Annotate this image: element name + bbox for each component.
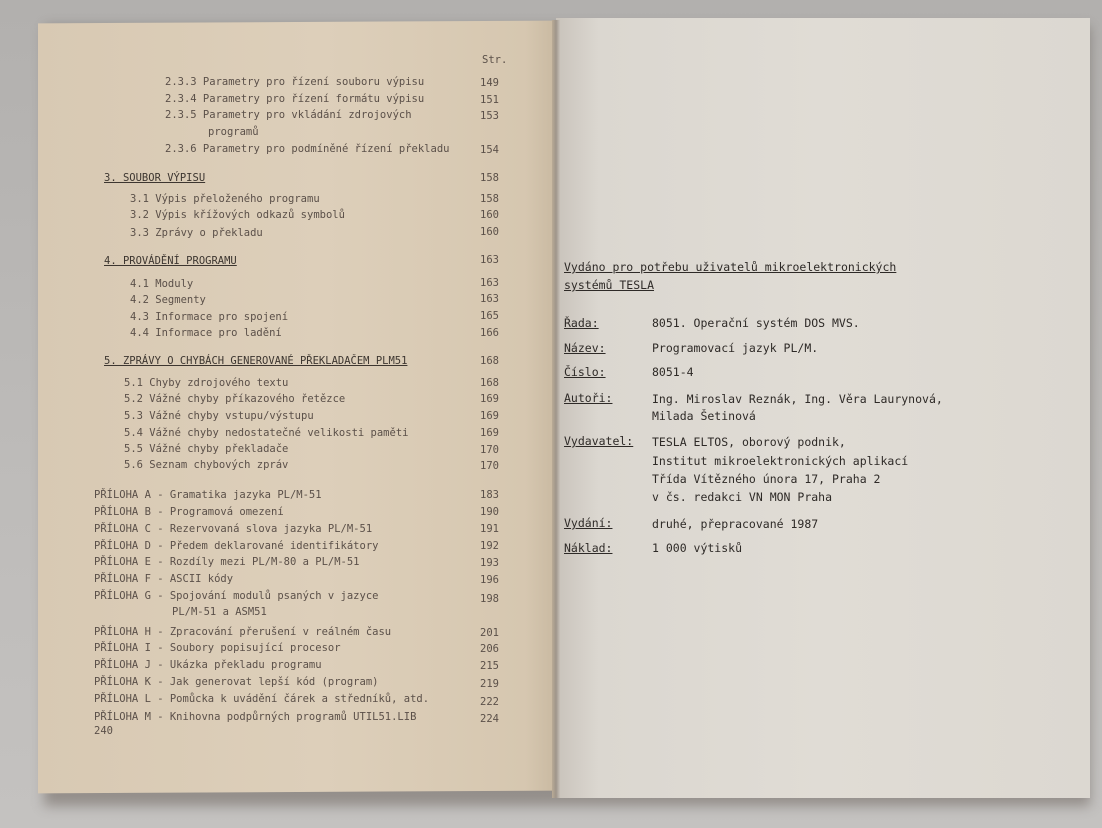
toc-page: 183 <box>480 489 499 501</box>
toc-entry: 5.3 Vážné chyby vstupu/výstupu <box>124 410 314 422</box>
toc-page: 193 <box>480 557 499 569</box>
label-rada: Řada: <box>564 316 599 330</box>
toc-appendix: PŘÍLOHA F - ASCII kódy <box>94 573 234 585</box>
toc-page: 191 <box>480 523 499 535</box>
label-autori: Autoři: <box>564 391 613 405</box>
value-autori: Milada Šetinová <box>652 409 756 423</box>
colophon-heading: Vydáno pro potřebu uživatelů mikroelektronických <box>564 260 897 274</box>
toc-appendix: PŘÍLOHA C - Rezervovaná slova jazyka PL/M-51 <box>94 523 373 535</box>
toc-page: 219 <box>480 678 499 690</box>
toc-page: 153 <box>480 110 499 122</box>
toc-entry: programů <box>208 126 259 138</box>
toc-page: 169 <box>480 393 499 405</box>
toc-page: 160 <box>480 226 499 238</box>
toc-page: 154 <box>480 144 499 156</box>
value-vydani: druhé, přepracované 1987 <box>652 517 819 531</box>
value-rada: 8051. Operační systém DOS MVS. <box>652 316 860 330</box>
toc-entry: 4.2 Segmenty <box>130 294 206 306</box>
right-page <box>556 18 1090 798</box>
toc-entry: 5.2 Vážné chyby příkazového řetězce <box>124 393 346 405</box>
toc-entry: 3.2 Výpis křížových odkazů symbolů <box>130 209 345 221</box>
value-nazev: Programovací jazyk PL/M. <box>652 341 819 355</box>
toc-page: 158 <box>480 172 499 184</box>
toc-page: 168 <box>480 377 499 389</box>
toc-page: 149 <box>480 77 499 89</box>
toc-appendix: PŘÍLOHA G - Spojování modulů psaných v jazyce <box>94 590 379 602</box>
book-spine <box>552 20 560 798</box>
toc-entry: 3.1 Výpis přeloženého programu <box>130 193 320 205</box>
value-autori: Ing. Miroslav Reznák, Ing. Věra Laurynová, <box>652 392 943 406</box>
label-nazev: Název: <box>564 341 606 355</box>
label-vydavatel: Vydavatel: <box>564 434 634 448</box>
value-vydavatel: Institut mikroelektronických aplikací <box>652 454 909 468</box>
label-cislo: Číslo: <box>564 365 606 379</box>
colophon-heading: systémů TESLA <box>564 278 655 292</box>
toc-entry: 4.4 Informace pro ladění <box>130 327 282 339</box>
value-vydavatel: TESLA ELTOS, oborový podnik, <box>652 435 846 449</box>
value-naklad: 1 000 výtisků <box>652 541 743 555</box>
toc-page: 190 <box>480 506 499 518</box>
toc-page: 169 <box>480 410 499 422</box>
toc-entry: 2.3.6 Parametry pro podmíněné řízení překladu <box>165 143 450 155</box>
toc-appendix: PŘÍLOHA L - Pomůcka k uvádění čárek a středníků, atd. <box>94 693 430 705</box>
toc-entry: 5.4 Vážné chyby nedostatečné velikosti paměti <box>124 427 409 439</box>
label-vydani: Vydání: <box>564 516 613 530</box>
value-vydavatel: Třída Vítězného února 17, Praha 2 <box>652 472 881 486</box>
toc-section: 3. SOUBOR VÝPISU <box>104 172 206 184</box>
toc-entry: 4.3 Informace pro spojení <box>130 311 289 323</box>
toc-page: 198 <box>480 593 499 605</box>
toc-entry: 5.1 Chyby zdrojového textu <box>124 377 289 389</box>
toc-entry: 5.6 Seznam chybových zpráv <box>124 459 289 471</box>
toc-section: 4. PROVÁDĚNÍ PROGRAMU <box>104 255 237 267</box>
toc-appendix: PL/M-51 a ASM51 <box>172 606 267 618</box>
toc-page: 165 <box>480 310 499 322</box>
toc-page: 158 <box>480 193 499 205</box>
toc-appendix: PŘÍLOHA B - Programová omezení <box>94 506 284 518</box>
toc-page: 192 <box>480 540 499 552</box>
toc-page: 170 <box>480 444 499 456</box>
toc-page: 163 <box>480 277 499 289</box>
toc-page: 201 <box>480 627 499 639</box>
toc-entry: 2.3.4 Parametry pro řízení formátu výpisu <box>165 93 425 105</box>
toc-page: 215 <box>480 660 499 672</box>
toc-page: 163 <box>480 293 499 305</box>
page-number: 240 <box>94 725 113 737</box>
toc-entry: 2.3.3 Parametry pro řízení souboru výpisu <box>165 76 425 88</box>
value-cislo: 8051-4 <box>652 365 694 379</box>
toc-appendix: PŘÍLOHA J - Ukázka překladu programu <box>94 659 322 671</box>
toc-appendix: PŘÍLOHA D - Předem deklarované identifikátory <box>94 540 379 552</box>
toc-appendix: PŘÍLOHA H - Zpracování přerušení v reálném času <box>94 626 392 638</box>
toc-page: 166 <box>480 327 499 339</box>
toc-appendix: PŘÍLOHA I - Soubory popisující procesor <box>94 642 341 654</box>
toc-page: 169 <box>480 427 499 439</box>
toc-entry: 3.3 Zprávy o překladu <box>130 227 263 239</box>
toc-appendix: PŘÍLOHA M - Knihovna podpůrných programů UTIL51.LIB <box>94 711 417 723</box>
toc-appendix: PŘÍLOHA A - Gramatika jazyka PL/M-51 <box>94 489 322 501</box>
value-vydavatel: v čs. redakci VN MON Praha <box>652 490 833 504</box>
toc-page: 160 <box>480 209 499 221</box>
toc-appendix: PŘÍLOHA K - Jak generovat lepší kód (program) <box>94 676 379 688</box>
toc-page: 224 <box>480 713 499 725</box>
toc-page: 170 <box>480 460 499 472</box>
toc-entry: 4.1 Moduly <box>130 278 194 290</box>
toc-page: 163 <box>480 254 499 266</box>
str-header: Str. <box>482 54 508 66</box>
toc-page: 151 <box>480 94 499 106</box>
toc-entry: 5.5 Vážné chyby překladače <box>124 443 289 455</box>
toc-page: 222 <box>480 696 499 708</box>
toc-page: 168 <box>480 355 499 367</box>
label-naklad: Náklad: <box>564 541 613 555</box>
toc-entry: 2.3.5 Parametry pro vkládání zdrojových <box>165 109 412 121</box>
toc-appendix: PŘÍLOHA E - Rozdíly mezi PL/M-80 a PL/M-51 <box>94 556 360 568</box>
toc-page: 196 <box>480 574 499 586</box>
toc-page: 206 <box>480 643 499 655</box>
toc-section: 5. ZPRÁVY O CHYBÁCH GENEROVANÉ PŘEKLADAČEM PLM51 <box>104 355 408 367</box>
